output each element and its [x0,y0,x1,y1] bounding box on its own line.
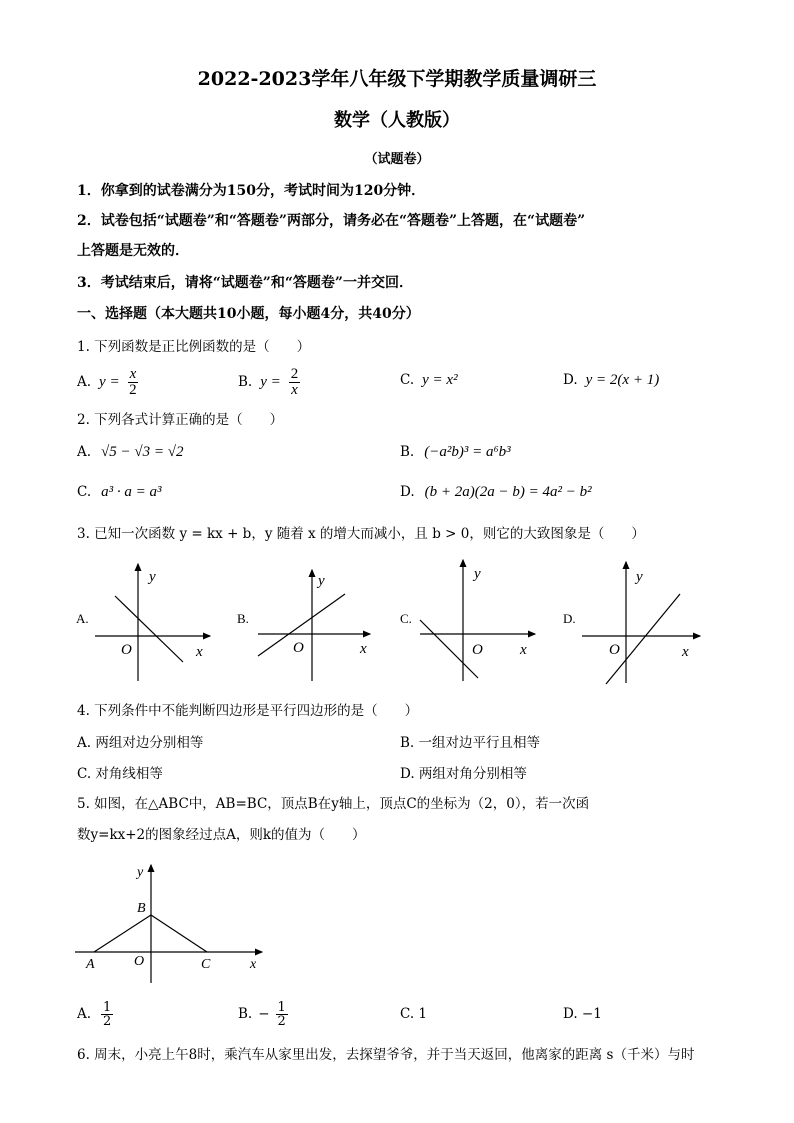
q3-graph-c [400,560,535,681]
q2-b-expr: (−a²b)³ = a⁶b³ [424,444,511,460]
q5-a-label: A. [77,1006,92,1022]
q1-a-num: x [129,365,137,382]
q1-b-den: x [291,381,298,398]
q5-b-den: 2 [277,1013,286,1029]
q5-point-c: C [201,957,211,972]
q3-d-line [606,594,680,684]
q1-c-label: C. [400,372,415,388]
note-2: 2．试卷包括“试题卷”和“答题卷”两部分，请务必在“答题卷”上答题，在“试题卷” [77,213,586,229]
q3-c-x-label: x [520,642,527,658]
q2-a-label: A. [77,444,92,460]
q1-option-c [400,372,458,389]
q3-graph-d-label: D. [563,611,576,626]
q5-stem-line1: 5. 如图，在△ABC中，AB=BC，顶点B在y轴上，顶点C的坐标为（2，0），若一次函 [77,796,590,812]
q3-a-origin: O [121,642,132,658]
note-3: 3．考试结束后，请将“试题卷”和“答题卷”一并交回． [77,275,413,291]
q3-stem: 3. 已知一次函数 y = kx + b，y 随着 x 的增大而减小，且 b > 0，则它的大致图象是（ ） [77,526,645,542]
q3-graph-c-label: C. [400,611,412,626]
q6-stem: 6. 周末，小亮上午8时，乘汽车从家里出发，去探望爷爷，并于当天返回，他离家的距离 s（千米）与时 [77,1047,695,1063]
subject-title: 数学（人教版） [334,110,460,131]
q5-x-label: x [250,957,257,972]
q5-y-label: y [137,865,144,880]
q1-b-label: B. [238,374,253,390]
q1-option-d [563,372,659,389]
q5-point-a: A [86,957,95,972]
q5-figure [60,855,280,990]
q3-d-origin: O [609,642,620,658]
q3-graph-a-label: A. [76,611,89,626]
q5-option-b [238,997,288,1031]
q3-c-y-label: y [474,566,481,582]
q3-a-y-label: y [149,569,156,585]
q3-graph-b-label: B. [237,611,249,626]
q2-d-expr: (b + 2a)(2a − b) = 4a² − b² [424,484,592,500]
q1-option-b [238,364,300,400]
q2-c-expr: a³ · a = a³ [101,484,162,500]
q3-b-y-label: y [318,573,325,589]
q1-b-fraction [289,367,301,398]
q2-a-expr: √5 − √3 = √2 [101,444,184,460]
q3-d-x-label: x [682,644,689,660]
q2-option-d [400,484,592,501]
q1-c-expr: y = x² [422,372,458,388]
q5-option-a [77,997,113,1031]
q5-a-fraction [101,1001,113,1028]
paper-type: （试题卷） [364,152,430,167]
q5-b-label: B. [238,1006,253,1022]
q3-b-origin: O [293,640,304,656]
q4-option-b: B. 一组对边平行且相等 [400,735,541,751]
q1-stem: 1. 下列函数是正比例函数的是（ ） [77,339,311,355]
q3-d-y-label: y [636,569,643,585]
q3-c-line [420,620,478,678]
q2-option-b [400,444,511,461]
q3-graphs [0,556,794,691]
q2-b-label: B. [400,444,415,460]
q4-stem: 4. 下列条件中不能判断四边形是平行四边形的是（ ） [77,703,419,719]
q1-b-num: 2 [290,365,299,382]
q3-graph-a [76,564,210,681]
q5-b-sign: − [258,1006,270,1022]
section-heading: 一、选择题（本大题共10小题，每小题4分，共40分） [77,306,420,322]
q5-a-den: 2 [103,1013,112,1029]
q2-d-label: D. [400,484,415,500]
q1-a-den: 2 [129,381,137,398]
q3-b-x-label: x [360,641,367,657]
q5-b-num: 1 [277,999,286,1015]
q4-option-c: C. 对角线相等 [77,766,163,782]
note-2-cont: 上答题是无效的． [77,243,189,259]
q5-side-ab [94,915,151,952]
q5-b-fraction [276,1001,288,1028]
q5-option-c: C. 1 [400,1006,428,1022]
q1-option-a [77,364,138,400]
q3-graph-d [563,562,700,684]
q1-a-label: A. [77,374,92,390]
q3-c-origin: O [472,642,483,658]
q5-a-num: 1 [103,999,112,1015]
q1-a-lhs: y = [99,373,120,390]
exam-title: 2022-2023学年八年级下学期教学质量调研三 [197,68,597,90]
q3-graph-b [237,570,370,681]
q2-option-c [77,484,162,501]
q2-stem: 2. 下列各式计算正确的是（ ） [77,412,284,428]
q5-side-bc [151,915,207,952]
q5-stem-line2: 数y=kx+2的图象经过点A，则k的值为（ ） [77,827,366,843]
q1-b-lhs: y = [260,373,281,390]
q5-option-d: D. −1 [563,1006,602,1022]
q1-d-label: D. [563,372,578,388]
q2-c-label: C. [77,484,92,500]
q2-option-a [77,444,184,461]
q5-origin: O [134,954,145,969]
q4-option-d: D. 两组对角分别相等 [400,766,527,782]
q1-a-fraction [128,367,139,398]
q3-a-x-label: x [196,644,203,660]
note-1: 1．你拿到的试卷满分为150分，考试时间为120分钟． [77,183,426,199]
q5-point-b: B [137,901,146,916]
q1-d-expr: y = 2(x + 1) [585,372,660,388]
q4-option-a: A. 两组对边分别相等 [77,735,204,751]
